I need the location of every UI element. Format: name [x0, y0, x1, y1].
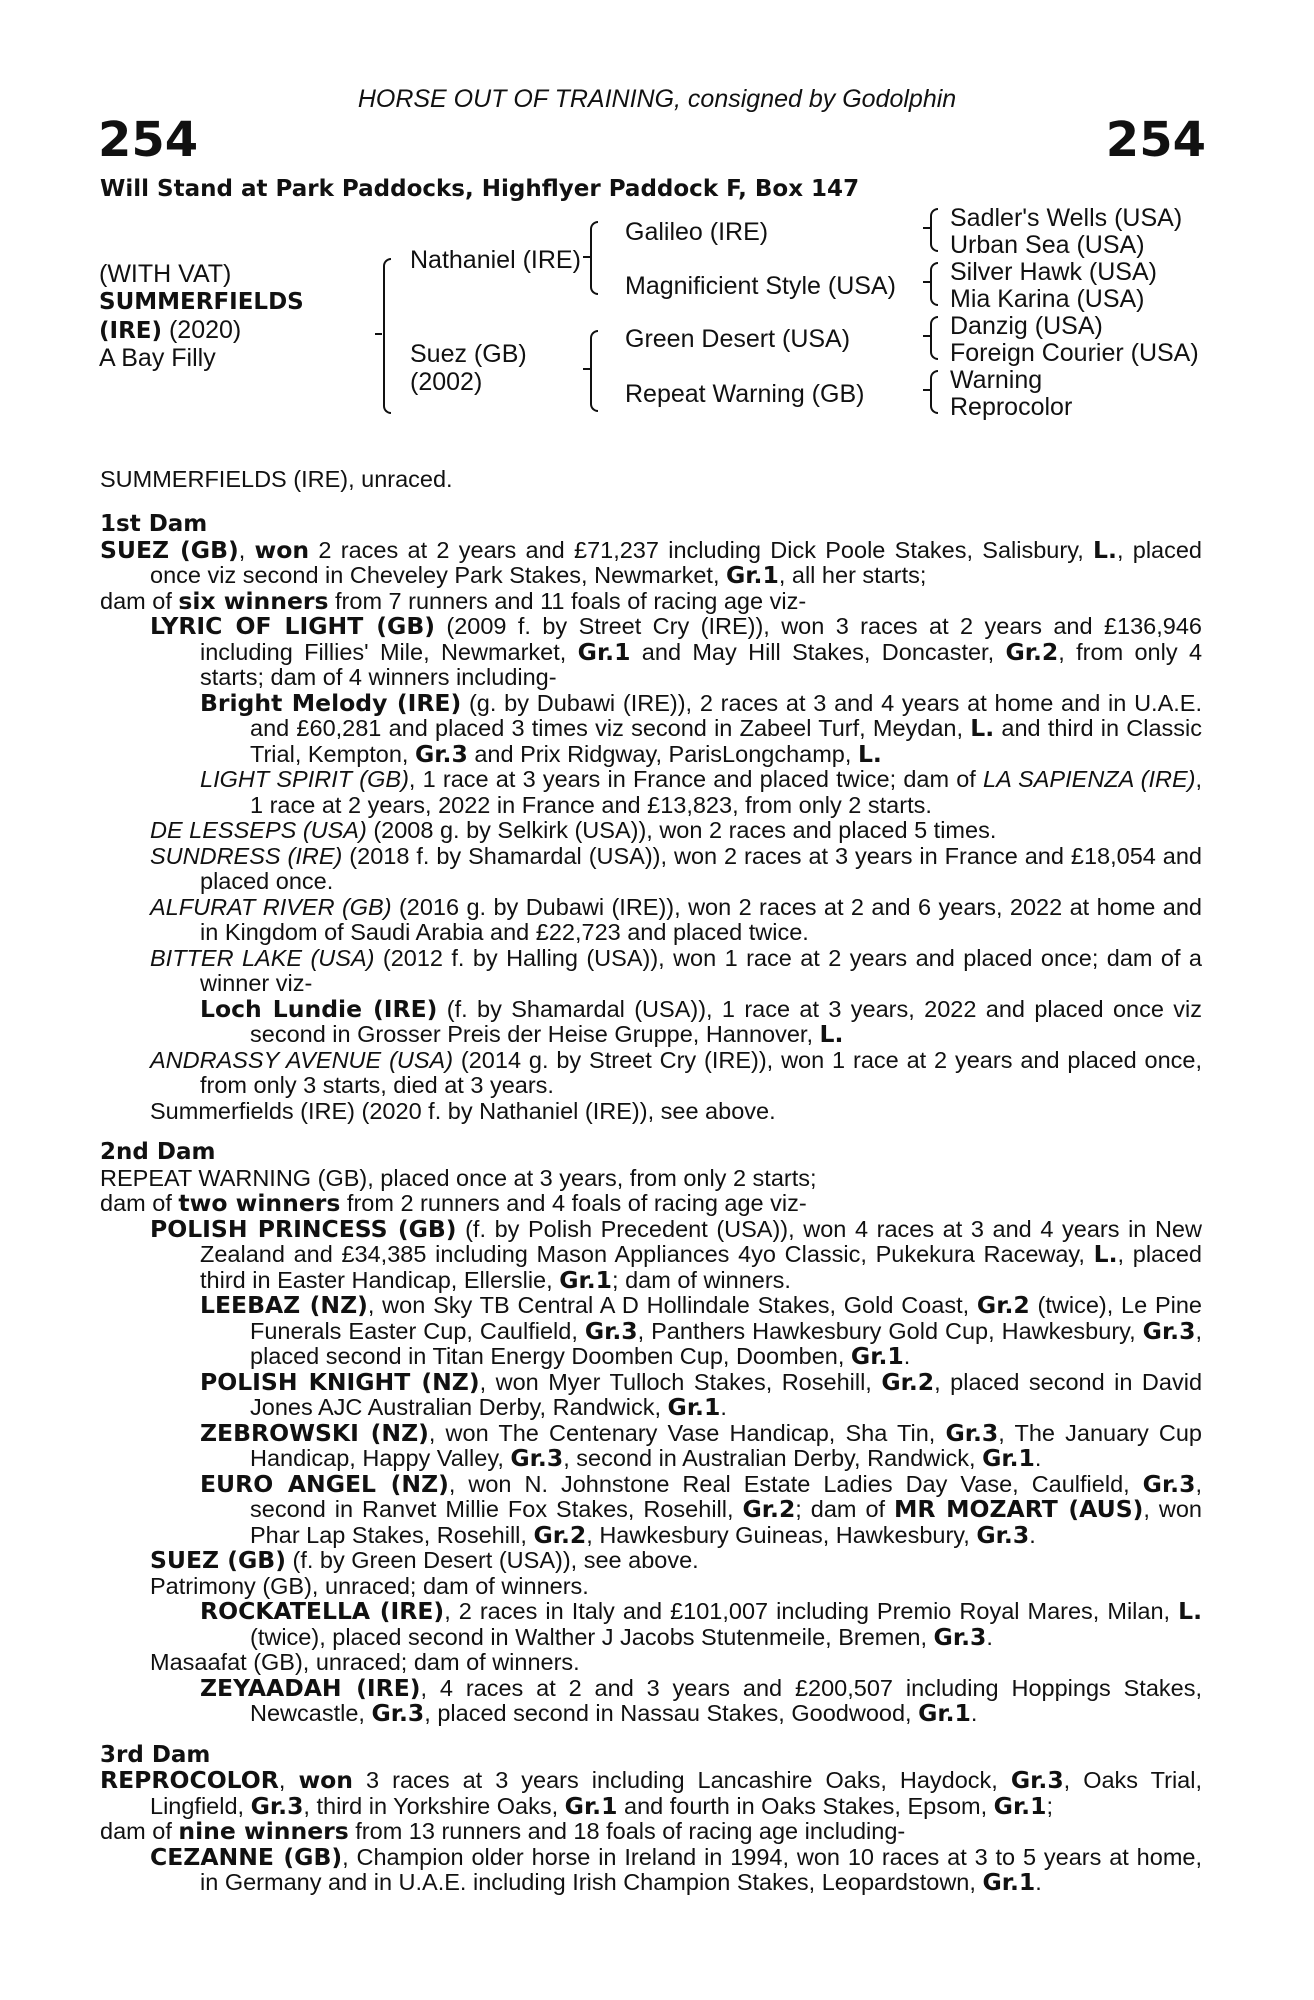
- pedigree-brace-sire: [590, 221, 598, 295]
- text-run: , 4 races at 2 and 3 years and £200,507 including Hoppings Stakes, Newcastle,: [250, 1674, 1202, 1726]
- text-run: , from only 4 starts; dam of 4 winners including-: [200, 638, 1203, 690]
- text-run: EURO ANGEL (NZ): [200, 1469, 449, 1498]
- text-run: Gr.3: [371, 1699, 425, 1727]
- text-run: Gr.1: [559, 1265, 613, 1294]
- text-run: Gr.3: [510, 1444, 564, 1472]
- pedigree-ssd: Urban Sea (USA): [950, 231, 1145, 259]
- text-run: (g. by Dubawi (IRE)), 2 races at 3 and 4 years at home and in U.A.E. and £60,281 and placed 3 times viz second in Zabeel Turf, Meydan,: [250, 689, 1202, 741]
- text-run: .: [986, 1623, 993, 1650]
- pedigree-brace-g3-2-tip: [923, 281, 930, 283]
- foal-loch-lundie: [100, 994, 1203, 1048]
- text-run: from 13 runners and 18 foals of racing age including-: [348, 1818, 906, 1844]
- text-run: (2008 g. by Selkirk (USA)), won 2 races and placed 5 times.: [366, 817, 997, 843]
- foal-patrimony: [100, 1574, 1202, 1600]
- text-run: SUEZ (GB): [100, 535, 239, 564]
- text-run: (twice), Le Pine Funerals Easter Cup, Caulfield,: [250, 1292, 1203, 1344]
- text-run: SUEZ (GB): [150, 1546, 286, 1574]
- text-run: from 7 runners and 11 foals of racing age viz-: [328, 587, 807, 614]
- foal-alfurat-river: [100, 895, 1202, 946]
- first-dam-heading: 1st Dam: [100, 511, 208, 537]
- text-run: Gr.3: [1010, 1766, 1064, 1794]
- dam-reprocolor: [100, 1768, 1202, 1819]
- pedigree-brace-g3-3-tip: [923, 335, 930, 337]
- dam-suez-record: [100, 586, 1202, 615]
- foal-rockatella: [100, 1599, 1202, 1650]
- text-run: Gr.2: [976, 1291, 1030, 1319]
- text-run: ANDRASSY AVENUE (USA): [150, 1046, 454, 1073]
- foal-bright-melody: [100, 688, 1202, 768]
- text-run: six winners: [178, 586, 329, 615]
- pedigree-sire: Nathaniel (IRE): [410, 246, 581, 274]
- text-run: Gr.3: [584, 1316, 638, 1345]
- foal-andrassy-avenue: [100, 1048, 1202, 1099]
- text-run: dam of: [100, 1818, 179, 1844]
- family-section: [100, 512, 1202, 1896]
- text-run: Masaafat (GB), unraced; dam of winners.: [150, 1649, 580, 1675]
- text-run: Gr.1: [577, 637, 631, 666]
- foal-light-spirit: [100, 767, 1202, 818]
- text-run: Gr.3: [250, 1791, 304, 1820]
- text-run: ,: [238, 536, 255, 563]
- text-run: ,: [278, 1767, 299, 1793]
- text-run: , won Myer Tulloch Stakes, Rosehill,: [479, 1368, 882, 1395]
- pedigree-brace-main: [383, 258, 391, 414]
- text-run: Gr.3: [415, 739, 468, 768]
- text-run: .: [1029, 1521, 1036, 1548]
- text-run: Summerfields (IRE) (2020 f. by Nathaniel (IRE)), see above.: [150, 1097, 776, 1124]
- pedigree-dam: Suez (GB): [410, 340, 527, 368]
- text-run: , 1 race at 3 years in France and placed twice; dam of: [408, 766, 984, 792]
- text-run: Gr.3: [976, 1520, 1030, 1549]
- foal-zebrowski: [100, 1418, 1202, 1472]
- text-run: dam of: [100, 1190, 179, 1216]
- dam-reprocolor-record: [100, 1819, 1202, 1845]
- foal-masaafat: [100, 1650, 1202, 1676]
- pedigree-dam-year: (2002): [410, 368, 483, 396]
- text-run: L.: [970, 714, 995, 742]
- text-run: (2012 f. by Halling (USA)), won 1 race at 2 years and placed once; dam of a winner viz-: [200, 944, 1202, 996]
- pedigree-brace-g3-1: [930, 208, 938, 252]
- foal-cezanne: [100, 1842, 1202, 1896]
- dam-repeat-warning: [100, 1166, 1202, 1192]
- text-run: .: [720, 1394, 727, 1420]
- horse-year: (2020): [162, 316, 242, 344]
- text-run: (2014 g. by Street Cry (IRE)), won 1 race at 2 years and placed once, from only 3 starts, died at 3 years.: [200, 1046, 1203, 1098]
- text-run: Gr.1: [564, 1791, 618, 1820]
- text-run: from 2 runners and 4 foals of racing age viz-: [340, 1190, 807, 1216]
- text-run: won: [298, 1766, 354, 1794]
- foal-summerfields: [100, 1099, 1202, 1125]
- horse-name: SUMMERFIELDS: [99, 289, 304, 315]
- text-run: , Hawkesbury Guineas, Hawkesbury,: [586, 1521, 977, 1548]
- text-run: and May Hill Stakes, Doncaster,: [630, 638, 1006, 665]
- pedigree-sds: Silver Hawk (USA): [950, 258, 1157, 286]
- text-run: .: [1034, 1445, 1042, 1471]
- foal-polish-knight: [100, 1367, 1203, 1421]
- text-run: (2018 f. by Shamardal (USA)), won 2 races at 3 years in France and £18,054 and placed once.: [200, 842, 1202, 894]
- text-run: (f. by Polish Precedent (USA)), won 4 races at 3 and 4 years in New Zealand and £34,385 including Mason Appliances 4yo Classic, Pukekura Raceway,: [200, 1215, 1202, 1267]
- text-run: REPEAT WARNING (GB), placed once at 3 years, from only 2 starts;: [100, 1164, 817, 1191]
- pedigree-brace-sire-tip: [583, 256, 590, 258]
- foal-bitter-lake: [100, 946, 1202, 997]
- text-run: , Oaks Trial, Lingfield,: [150, 1767, 1202, 1819]
- third-dam-heading: 3rd Dam: [100, 1741, 211, 1768]
- pedigree-dsd: Foreign Courier (USA): [950, 339, 1199, 367]
- text-run: , third in Yorkshire Oaks,: [303, 1792, 565, 1819]
- text-run: and Prix Ridgway, ParisLongchamp,: [467, 740, 858, 767]
- foal-lyric-of-light: [100, 614, 1202, 691]
- text-run: , won Sky TB Central A D Hollindale Stakes, Gold Coast,: [367, 1292, 977, 1318]
- text-run: (2009 f. by Street Cry (IRE)), won 3 races at 2 years and £136,946 including Fillies' Mile, Newmarket,: [200, 613, 1202, 665]
- text-run: L.: [1093, 1240, 1118, 1268]
- pedigree-dss: Danzig (USA): [950, 312, 1103, 340]
- dam-suez: [100, 535, 1202, 589]
- text-run: 3 races at 3 years including Lancashire Oaks, Haydock,: [353, 1767, 1011, 1793]
- text-run: Gr.1: [918, 1699, 971, 1727]
- text-run: , placed second in Nassau Stakes, Goodwood,: [424, 1700, 919, 1726]
- text-run: , won The Centenary Vase Handicap, Sha Tin,: [428, 1419, 946, 1446]
- text-run: , placed second in Titan Energy Doomben Cup, Doomben,: [250, 1317, 1202, 1369]
- text-run: Gr.1: [982, 1868, 1036, 1896]
- text-run: ALFURAT RIVER (GB): [150, 893, 392, 920]
- text-run: Gr.1: [982, 1444, 1035, 1472]
- text-run: two winners: [178, 1189, 341, 1217]
- text-run: POLISH PRINCESS (GB): [150, 1214, 457, 1243]
- pedigree-sdd: Mia Karina (USA): [950, 285, 1145, 313]
- foal-leebaz: [100, 1293, 1202, 1370]
- text-run: Gr.1: [667, 1393, 721, 1421]
- text-run: , won N. Johnstone Real Estate Ladies Day Vase, Caulfield,: [448, 1470, 1143, 1497]
- text-run: (twice), placed second in Walther J Jacobs Stutenmeile, Bremen,: [250, 1623, 934, 1650]
- vat-label: (WITH VAT): [99, 260, 232, 288]
- text-run: and third in Classic Trial, Kempton,: [250, 715, 1202, 767]
- text-run: , The January Cup Handicap, Happy Valley,: [250, 1419, 1202, 1471]
- text-run: (f. by Green Desert (USA)), see above.: [285, 1547, 699, 1573]
- text-run: Gr.1: [850, 1342, 904, 1370]
- second-dam-heading: 2nd Dam: [100, 1139, 216, 1165]
- text-run: 2 races at 2 years and £71,237 including Dick Poole Stakes, Salisbury,: [309, 536, 1094, 563]
- text-run: Gr.3: [933, 1622, 987, 1651]
- text-run: , won Phar Lap Stakes, Rosehill,: [250, 1496, 1202, 1548]
- text-run: , all her starts;: [778, 562, 927, 588]
- text-run: LYRIC OF LIGHT (GB): [150, 612, 435, 640]
- text-run: , placed second in David Jones AJC Australian Derby, Randwick,: [250, 1368, 1203, 1420]
- text-run: MR MOZART (AUS): [894, 1495, 1144, 1523]
- text-run: L.: [857, 739, 882, 768]
- pedigree-brace-g3-4-tip: [923, 389, 930, 391]
- text-run: , placed third in Easter Handicap, Ellerslie,: [200, 1241, 1202, 1293]
- foal-euro-angel: [100, 1469, 1202, 1549]
- text-run: POLISH KNIGHT (NZ): [200, 1367, 480, 1396]
- text-run: (2016 g. by Dubawi (IRE)), won 2 races at 2 and 6 years, 2022 at home and in Kingdom of Saudi Arabia and £22,723 and placed twice.: [200, 893, 1202, 945]
- pedigree-ddd: Reprocolor: [950, 393, 1073, 421]
- lot-number-right: 254: [1105, 112, 1206, 168]
- text-run: and fourth in Oaks Stakes, Epsom,: [617, 1792, 994, 1819]
- text-run: ;: [1046, 1792, 1053, 1819]
- text-run: Gr.3: [1142, 1469, 1196, 1498]
- stand-location: Will Stand at Park Paddocks, Highflyer Paddock F, Box 147: [100, 176, 860, 202]
- text-run: .: [903, 1343, 911, 1369]
- pedigree-sss: Sadler's Wells (USA): [950, 204, 1183, 232]
- text-run: Gr.1: [993, 1791, 1047, 1820]
- text-run: ZEBROWSKI (NZ): [200, 1418, 429, 1447]
- summary-line: SUMMERFIELDS (IRE), unraced.: [100, 466, 453, 492]
- text-run: Gr.1: [726, 561, 779, 589]
- text-run: , second in Australian Derby, Randwick,: [563, 1445, 983, 1471]
- text-run: LA SAPIENZA (IRE): [983, 766, 1196, 792]
- text-run: L.: [819, 1020, 844, 1048]
- text-run: L.: [1178, 1597, 1203, 1625]
- text-run: LEEBAZ (NZ): [200, 1291, 368, 1319]
- text-run: , placed once viz second in Cheveley Park Stakes, Newmarket,: [150, 536, 1202, 588]
- pedigree-brace-g3-3: [930, 316, 938, 360]
- text-run: REPROCOLOR: [100, 1766, 279, 1794]
- foal-polish-princess: [100, 1214, 1202, 1294]
- text-run: Gr.3: [945, 1418, 999, 1447]
- text-run: ; dam of: [795, 1496, 895, 1522]
- pedigree-brace-dam-tip: [583, 368, 590, 370]
- text-run: , 1 race at 2 years, 2022 in France and £13,823, from only 2 starts.: [250, 766, 1202, 818]
- text-run: Loch Lundie (IRE): [200, 994, 438, 1023]
- text-run: Gr.2: [1005, 637, 1059, 666]
- text-run: ZEYAADAH (IRE): [200, 1673, 421, 1702]
- text-run: Gr.2: [742, 1495, 796, 1523]
- pedigree-dam-dam: Repeat Warning (GB): [625, 380, 865, 408]
- text-run: (f. by Shamardal (USA)), 1 race at 3 years, 2022 and placed once viz second in Grosser Preis der Heise Gruppe, Hannover,: [250, 995, 1203, 1047]
- text-run: Bright Melody (IRE): [200, 688, 462, 717]
- text-run: SUNDRESS (IRE): [150, 842, 343, 869]
- foal-zeyaadah: [100, 1673, 1202, 1727]
- text-run: , Champion older horse in Ireland in 1994, won 10 races at 3 to 5 years at home, in Germany and in U.A.E. including Irish Champion Stakes, Leopardstown,: [200, 1843, 1202, 1895]
- horse-country: (IRE): [99, 318, 163, 344]
- pedigree-dds: Warning: [950, 366, 1043, 394]
- text-run: , Panthers Hawkesbury Gold Cup, Hawkesbury,: [637, 1317, 1143, 1344]
- text-run: , second in Ranvet Millie Fox Stakes, Rosehill,: [250, 1470, 1202, 1522]
- horse-description: A Bay Filly: [99, 344, 216, 372]
- text-run: DE LESSEPS (USA): [150, 817, 367, 843]
- pedigree-brace-dam: [590, 330, 598, 412]
- pedigree-sire-sire: Galileo (IRE): [625, 218, 769, 246]
- text-run: Gr.2: [881, 1367, 935, 1396]
- text-run: won: [254, 535, 310, 564]
- pedigree-brace-g3-1-tip: [923, 227, 930, 229]
- dam-repeat-warning-record: [100, 1191, 1202, 1217]
- text-run: Patrimony (GB), unraced; dam of winners.: [150, 1572, 589, 1599]
- text-run: ROCKATELLA (IRE): [200, 1597, 445, 1625]
- text-run: .: [970, 1700, 978, 1726]
- text-run: nine winners: [178, 1817, 349, 1845]
- text-run: LIGHT SPIRIT (GB): [200, 766, 409, 792]
- text-run: dam of: [100, 587, 179, 614]
- text-run: Gr.3: [1142, 1316, 1196, 1345]
- pedigree-dam-sire: Green Desert (USA): [625, 325, 851, 353]
- pedigree-brace-main-tip: [375, 333, 382, 335]
- foal-sundress: [100, 844, 1202, 895]
- text-run: .: [1035, 1869, 1042, 1895]
- text-run: CEZANNE (GB): [150, 1842, 343, 1871]
- pedigree-brace-g3-4: [930, 370, 938, 414]
- consignment-header: HORSE OUT OF TRAINING, consigned by Godolphin: [357, 85, 957, 113]
- lot-number-left: 254: [98, 112, 199, 168]
- foal-suez: [100, 1548, 1202, 1574]
- pedigree-brace-g3-2: [930, 262, 938, 306]
- text-run: , 2 races in Italy and £101,007 including Premio Royal Mares, Milan,: [444, 1598, 1179, 1624]
- pedigree-sire-dam: Magnificient Style (USA): [625, 272, 896, 300]
- text-run: L.: [1093, 535, 1117, 564]
- foal-de-lesseps: [100, 818, 1202, 844]
- text-run: ; dam of winners.: [612, 1266, 791, 1293]
- horse-name-suffix: [99, 316, 241, 345]
- text-run: Gr.2: [533, 1520, 587, 1549]
- text-run: BITTER LAKE (USA): [150, 944, 375, 971]
